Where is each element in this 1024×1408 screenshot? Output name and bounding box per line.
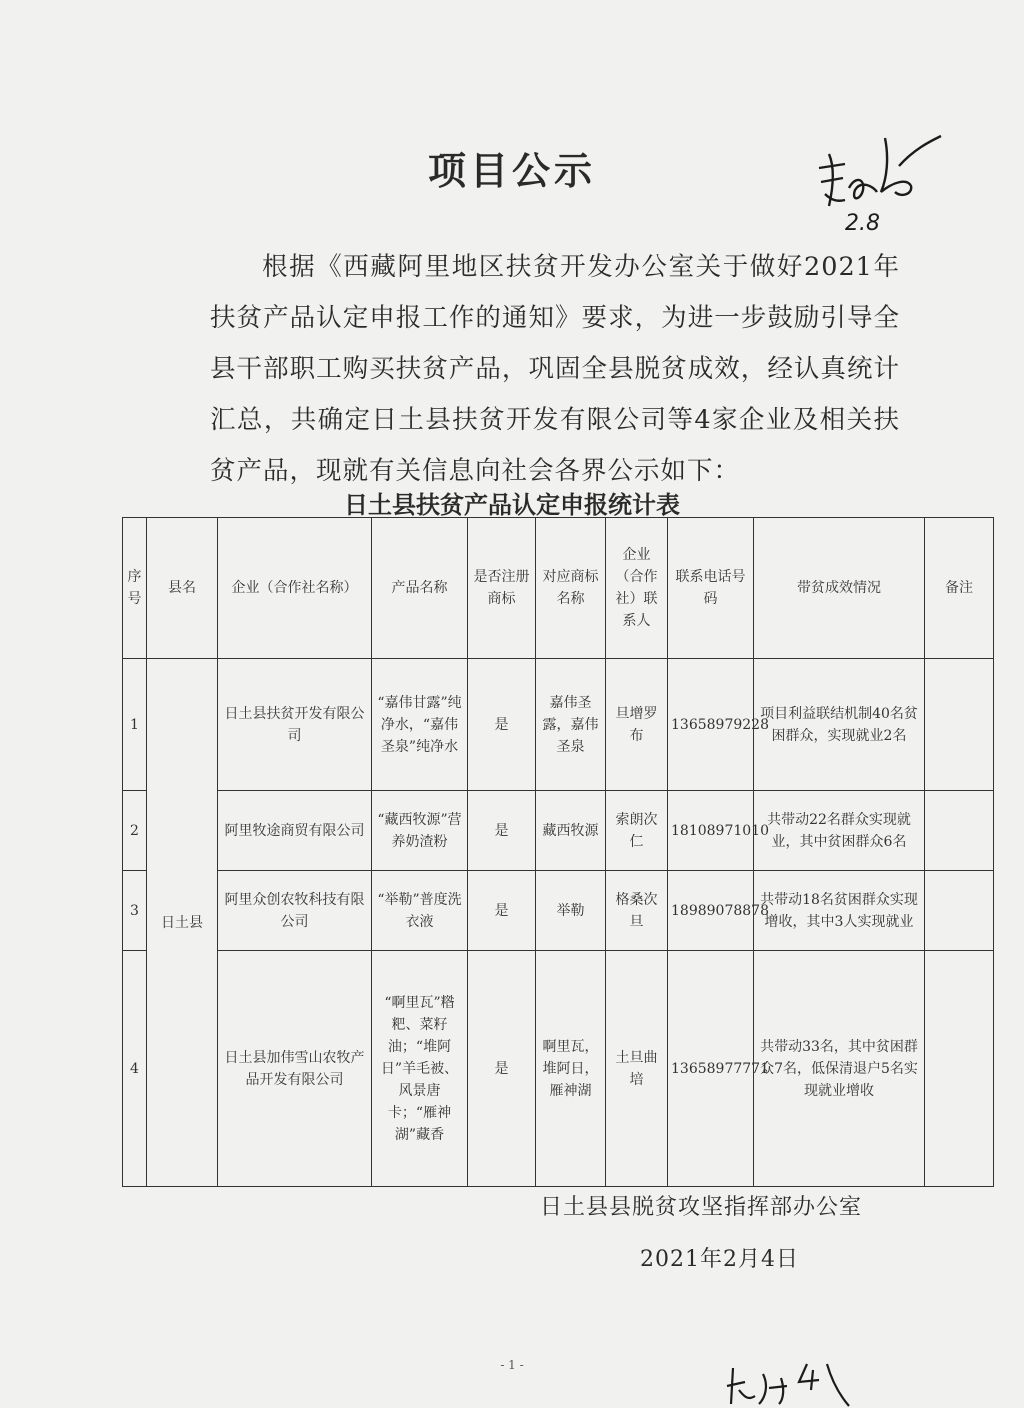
header-remark: 备注 bbox=[925, 518, 994, 659]
cell-company: 阿里牧途商贸有限公司 bbox=[218, 791, 372, 871]
header-product: 产品名称 bbox=[372, 518, 468, 659]
cell-no: 4 bbox=[123, 951, 147, 1187]
cell-registered: 是 bbox=[468, 659, 536, 791]
page-number: - 1 - bbox=[500, 1358, 524, 1372]
cell-county: 日土县 bbox=[147, 659, 218, 1187]
cell-remark bbox=[925, 951, 994, 1187]
header-county: 县名 bbox=[147, 518, 218, 659]
cell-brand: 举勒 bbox=[536, 871, 606, 951]
issuing-office: 日土县县脱贫攻坚指挥部办公室 bbox=[540, 1195, 863, 1220]
handwritten-signature-top bbox=[815, 128, 945, 238]
cell-phone: 18989078878 bbox=[668, 871, 754, 951]
header-no: 序号 bbox=[123, 518, 147, 659]
cell-product: “举勒”普度洗衣液 bbox=[372, 871, 468, 951]
table-title: 日土县扶贫产品认定申报统计表 bbox=[344, 491, 680, 519]
cell-contact: 土旦曲培 bbox=[606, 951, 668, 1187]
cell-contact: 旦增罗布 bbox=[606, 659, 668, 791]
intro-paragraph: 根据《西藏阿里地区扶贫开发办公室关于做好2021年扶贫产品认定申报工作的通知》要求，为进一步鼓励引导全县干部职工购买扶贫产品，巩固全县脱贫成效，经认真统计汇总，共确定日土县扶贫开发有限公司等4家企业及相关扶贫产品，现就有关信息向社会各界公示如下： bbox=[210, 252, 900, 486]
header-phone: 联系电话号码 bbox=[668, 518, 754, 659]
statistics-table bbox=[122, 517, 994, 1187]
cell-company: 日土县加伟雪山农牧产品开发有限公司 bbox=[218, 951, 372, 1187]
cell-registered: 是 bbox=[468, 951, 536, 1187]
signature-date: 2.8 bbox=[845, 211, 880, 236]
cell-no: 2 bbox=[123, 791, 147, 871]
cell-company: 日土县扶贫开发有限公司 bbox=[218, 659, 372, 791]
cell-effect: 项目利益联结机制40名贫困群众，实现就业2名 bbox=[754, 659, 925, 791]
cell-product: “啊里瓦”糌粑、菜籽油；“堆阿日”羊毛被、风景唐卡；“雁神湖”藏香 bbox=[372, 951, 468, 1187]
cell-remark bbox=[925, 791, 994, 871]
cell-brand: 啊里瓦，堆阿日，雁神湖 bbox=[536, 951, 606, 1187]
cell-remark bbox=[925, 871, 994, 951]
cell-remark bbox=[925, 659, 994, 791]
header-company: 企业（合作社名称） bbox=[218, 518, 372, 659]
cell-registered: 是 bbox=[468, 871, 536, 951]
cell-effect: 共带动22名群众实现就业，其中贫困群众6名 bbox=[754, 791, 925, 871]
table-row bbox=[123, 871, 994, 951]
header-contact: 企业（合作社）联系人 bbox=[606, 518, 668, 659]
header-effect: 带贫成效情况 bbox=[754, 518, 925, 659]
cell-brand: 嘉伟圣露，嘉伟圣泉 bbox=[536, 659, 606, 791]
table-row bbox=[123, 791, 994, 871]
cell-effect: 共带动18名贫困群众实现增收，其中3人实现就业 bbox=[754, 871, 925, 951]
cell-phone: 13658977771 bbox=[668, 951, 754, 1187]
issue-date: 2021年2月4日 bbox=[640, 1247, 799, 1272]
cell-phone: 13658979228 bbox=[668, 659, 754, 791]
cell-effect: 共带动33名，其中贫困群众7名，低保清退户5名实现就业增收 bbox=[754, 951, 925, 1187]
table-row bbox=[123, 951, 994, 1187]
cell-product: “藏西牧源”营养奶渣粉 bbox=[372, 791, 468, 871]
header-brand: 对应商标名称 bbox=[536, 518, 606, 659]
cell-phone: 18108971010 bbox=[668, 791, 754, 871]
cell-product: “嘉伟甘露”纯净水，“嘉伟圣泉”纯净水 bbox=[372, 659, 468, 791]
cell-contact: 索朗次仁 bbox=[606, 791, 668, 871]
cell-brand: 藏西牧源 bbox=[536, 791, 606, 871]
cell-company: 阿里众创农牧科技有限公司 bbox=[218, 871, 372, 951]
header-registered: 是否注册商标 bbox=[468, 518, 536, 659]
cell-no: 1 bbox=[123, 659, 147, 791]
handwritten-signature-bottom bbox=[725, 1360, 875, 1408]
cell-contact: 格桑次旦 bbox=[606, 871, 668, 951]
page-title: 项目公示 bbox=[427, 149, 596, 193]
table-row bbox=[123, 659, 994, 791]
cell-registered: 是 bbox=[468, 791, 536, 871]
table-header-row bbox=[123, 518, 994, 659]
cell-no: 3 bbox=[123, 871, 147, 951]
